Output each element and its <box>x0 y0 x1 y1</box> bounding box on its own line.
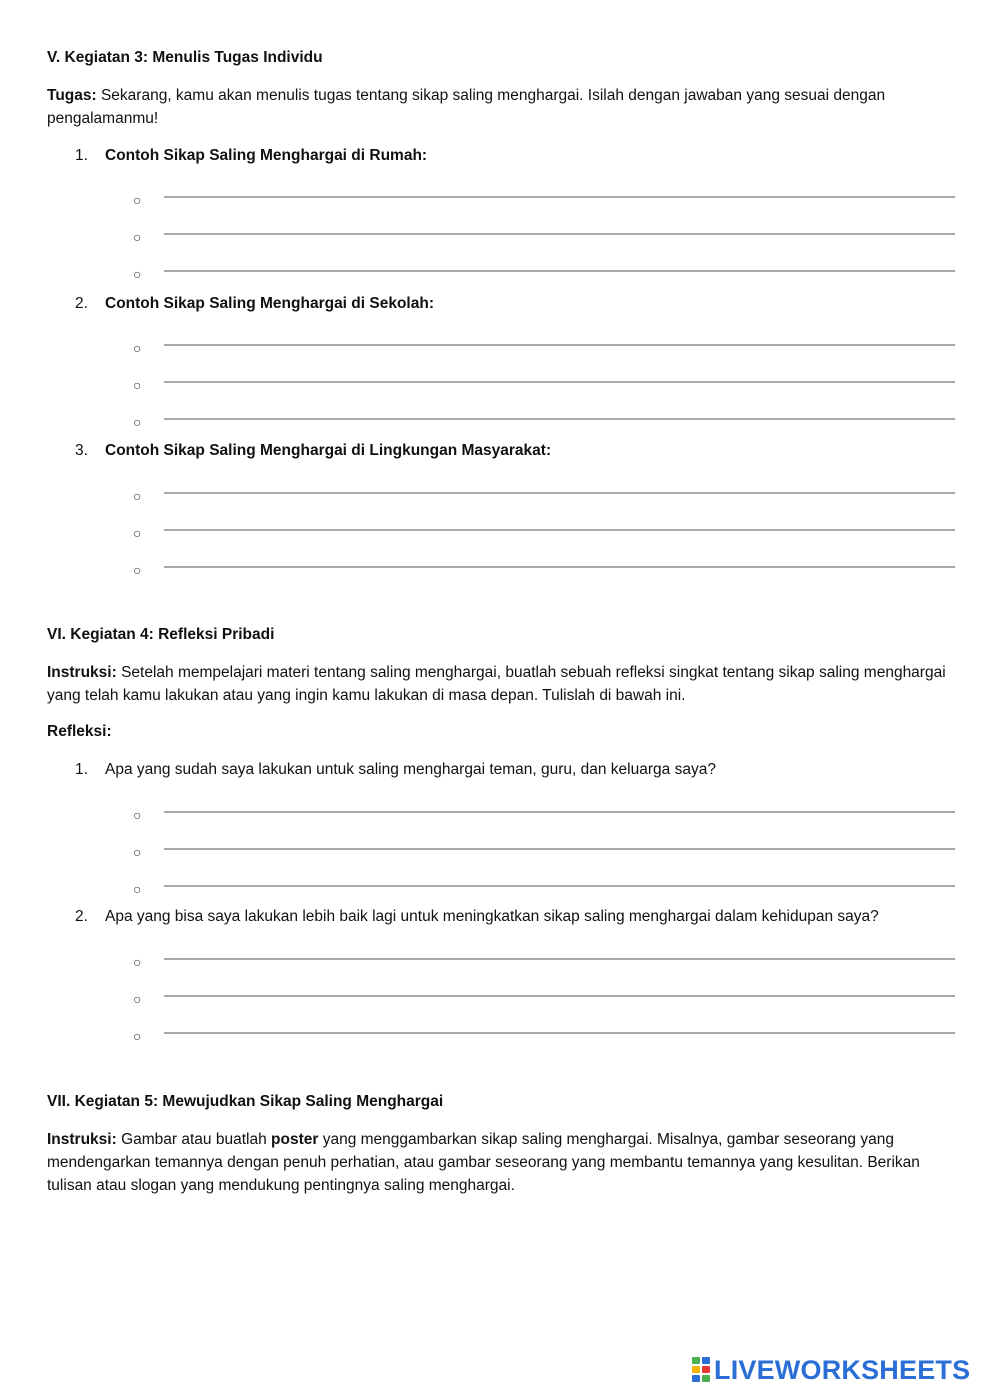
answer-line-rule <box>164 1032 955 1034</box>
answer-line[interactable] <box>133 953 955 973</box>
answer-line-rule <box>164 995 955 997</box>
reflection-label: Refleksi: <box>47 723 112 740</box>
answer-line[interactable] <box>133 990 955 1010</box>
answer-line[interactable] <box>133 191 955 211</box>
answer-line[interactable] <box>133 339 955 359</box>
answer-line-rule <box>164 885 955 887</box>
answer-line[interactable] <box>133 1027 955 1047</box>
question-text: Contoh Sikap Saling Menghargai di Lingkungan Masyarakat: <box>105 442 552 459</box>
bullet-icon: ○ <box>133 414 142 430</box>
bullet-icon: ○ <box>133 229 142 245</box>
bullet-icon: ○ <box>133 881 142 897</box>
question-text: Contoh Sikap Saling Menghargai di Sekolah: <box>105 295 434 312</box>
answer-line[interactable] <box>133 843 955 863</box>
answer-line-rule <box>164 196 955 198</box>
answer-line[interactable] <box>133 413 955 433</box>
bullet-icon: ○ <box>133 525 142 541</box>
section-6-title: VI. Kegiatan 4: Refleksi Pribadi <box>47 626 275 643</box>
instruction-label: Instruksi: <box>47 1131 117 1148</box>
poster-keyword: poster <box>271 1131 319 1148</box>
task-text: Sekarang, kamu akan menulis tugas tentang sikap saling menghargai. Isilah dengan jawaban yang sesuai dengan pengalamanmu! <box>47 87 886 127</box>
instruction-text-1: Gambar atau buatlah <box>116 1131 272 1148</box>
section-5-title: V. Kegiatan 3: Menulis Tugas Individu <box>47 49 323 66</box>
answer-line-rule <box>164 848 955 850</box>
question-number: 1. <box>75 761 88 778</box>
question-number: 3. <box>75 442 88 459</box>
bullet-icon: ○ <box>133 377 142 393</box>
answer-line-rule <box>164 270 955 272</box>
bullet-icon: ○ <box>133 954 142 970</box>
question-text: Contoh Sikap Saling Menghargai di Rumah: <box>105 147 428 164</box>
answer-line-rule <box>164 344 955 346</box>
bullet-icon: ○ <box>133 562 142 578</box>
bullet-icon: ○ <box>133 340 142 356</box>
answer-line-rule <box>164 529 955 531</box>
liveworksheets-mark-icon <box>692 1357 712 1383</box>
instruction-text-2: yang menggambarkan sikap saling menghargai. Misalnya, gambar seseorang yang mendengarkan temannya dengan penuh perhatian, atau gambar seseorang yang membantu temannya yang kesulitan. Berikan tulisan atau slogan yang mendukung pentingnya saling menghargai. <box>47 1131 920 1194</box>
answer-line-rule <box>164 566 955 568</box>
bullet-icon: ○ <box>133 1028 142 1044</box>
section-5-task <box>47 84 947 130</box>
section-6-instruction <box>47 661 947 707</box>
question-number: 2. <box>75 908 88 925</box>
logo-text: LIVEWORKSHEETS <box>714 1355 971 1385</box>
answer-line[interactable] <box>133 880 955 900</box>
answer-line-rule <box>164 418 955 420</box>
answer-line[interactable] <box>133 561 955 581</box>
answer-line[interactable] <box>133 806 955 826</box>
liveworksheets-logo <box>692 1355 970 1385</box>
bullet-icon: ○ <box>133 991 142 1007</box>
answer-line-rule <box>164 492 955 494</box>
bullet-icon: ○ <box>133 488 142 504</box>
answer-line[interactable] <box>133 265 955 285</box>
section-7-instruction <box>47 1128 947 1197</box>
task-label: Tugas: <box>47 87 97 104</box>
question-text: Apa yang bisa saya lakukan lebih baik lagi untuk meningkatkan sikap saling menghargai dalam kehidupan saya? <box>105 908 879 925</box>
question-number: 2. <box>75 295 88 312</box>
answer-line[interactable] <box>133 487 955 507</box>
answer-line[interactable] <box>133 524 955 544</box>
question-text: Apa yang sudah saya lakukan untuk saling menghargai teman, guru, dan keluarga saya? <box>105 761 716 778</box>
bullet-icon: ○ <box>133 844 142 860</box>
answer-line[interactable] <box>133 228 955 248</box>
instruction-text: Setelah mempelajari materi tentang saling menghargai, buatlah sebuah refleksi singkat tentang sikap saling menghargai yang telah kamu lakukan atau yang ingin kamu lakukan di masa depan. Tulislah di bawah ini. <box>47 664 946 704</box>
answer-line-rule <box>164 811 955 813</box>
section-7-title: VII. Kegiatan 5: Mewujudkan Sikap Saling Menghargai <box>47 1093 444 1110</box>
bullet-icon: ○ <box>133 192 142 208</box>
answer-line-rule <box>164 233 955 235</box>
answer-line[interactable] <box>133 376 955 396</box>
instruction-label: Instruksi: <box>47 664 117 681</box>
question-number: 1. <box>75 147 88 164</box>
answer-line-rule <box>164 958 955 960</box>
bullet-icon: ○ <box>133 266 142 282</box>
bullet-icon: ○ <box>133 807 142 823</box>
answer-line-rule <box>164 381 955 383</box>
